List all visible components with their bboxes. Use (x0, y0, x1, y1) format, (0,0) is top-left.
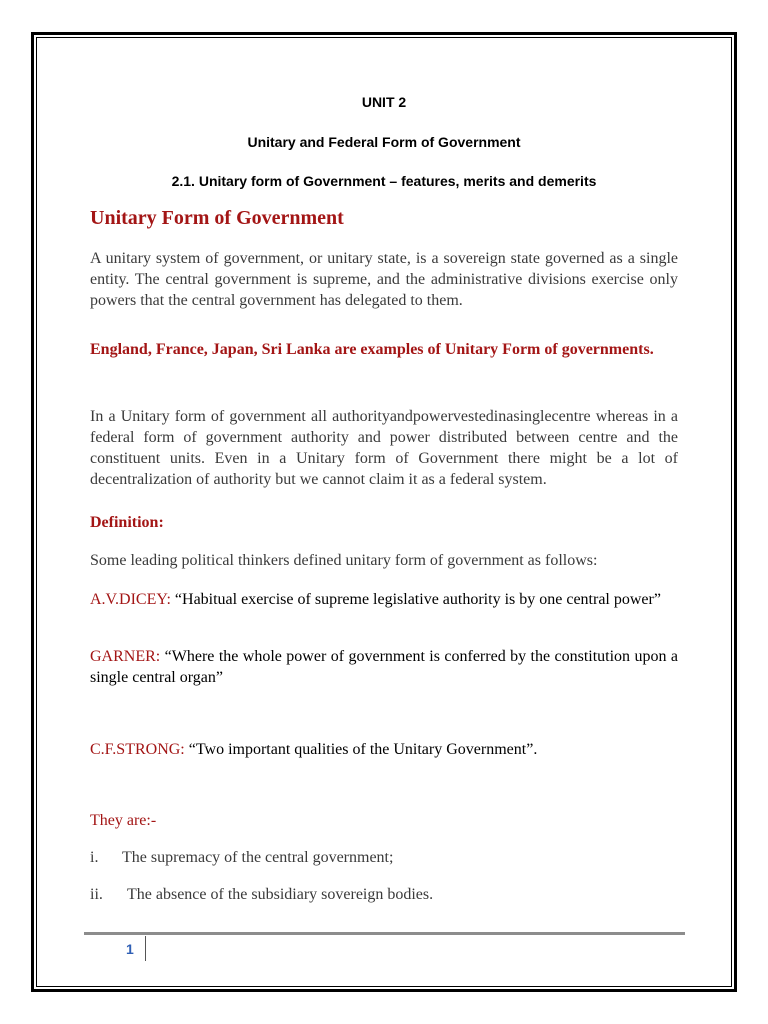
footer-divider (145, 936, 146, 961)
quote-garner (90, 646, 678, 688)
page-number: 1 (126, 941, 134, 957)
definition-heading: Definition: (90, 514, 164, 531)
quote-author: GARNER: (90, 648, 161, 665)
quote-strong (90, 739, 678, 760)
quote-text: “Habitual exercise of supreme legislative authority is by one central power” (174, 591, 661, 608)
they-are-label: They are:- (90, 812, 157, 829)
quote-dicey (90, 589, 678, 610)
section-subtitle: 2.1. Unitary form of Government – features, merits and demerits (171, 173, 597, 189)
comparison-paragraph: In a Unitary form of government all authorityandpowervestedinasinglecentre whereas in a federal form of government authority and power distributed between centre and the constituent units. Even in a Unitary form of Government there might be a lot of decentralization of authority but we cannot claim it as a federal system. (90, 408, 678, 488)
quote-author: C.F.STRONG: (90, 741, 185, 758)
list-item: The absence of the subsidiary sovereign bodies. (127, 886, 434, 903)
section-heading: Unitary Form of Government (90, 207, 344, 229)
quote-text: “Where the whole power of government is conferred by the constitution upon a single central organ” (90, 648, 678, 686)
quote-text: “Two important qualities of the Unitary Government”. (188, 741, 538, 758)
intro-paragraph: A unitary system of government, or unitary state, is a sovereign state governed as a single entity. The central government is supreme, and the administrative divisions exercise only powers that the central government has delegated to them. (90, 250, 678, 309)
list-item-number: ii. (90, 886, 103, 903)
footer-rule (84, 932, 685, 935)
definition-intro: Some leading political thinkers defined unitary form of government as follows: (90, 552, 598, 569)
list-item-number: i. (90, 849, 99, 866)
examples-statement: England, France, Japan, Sri Lanka are examples of Unitary Form of governments. (90, 341, 654, 358)
quote-author: A.V.DICEY: (90, 591, 171, 608)
list-item: The supremacy of the central government; (122, 849, 394, 866)
chapter-title: Unitary and Federal Form of Government (247, 134, 521, 150)
unit-heading: UNIT 2 (361, 94, 407, 110)
